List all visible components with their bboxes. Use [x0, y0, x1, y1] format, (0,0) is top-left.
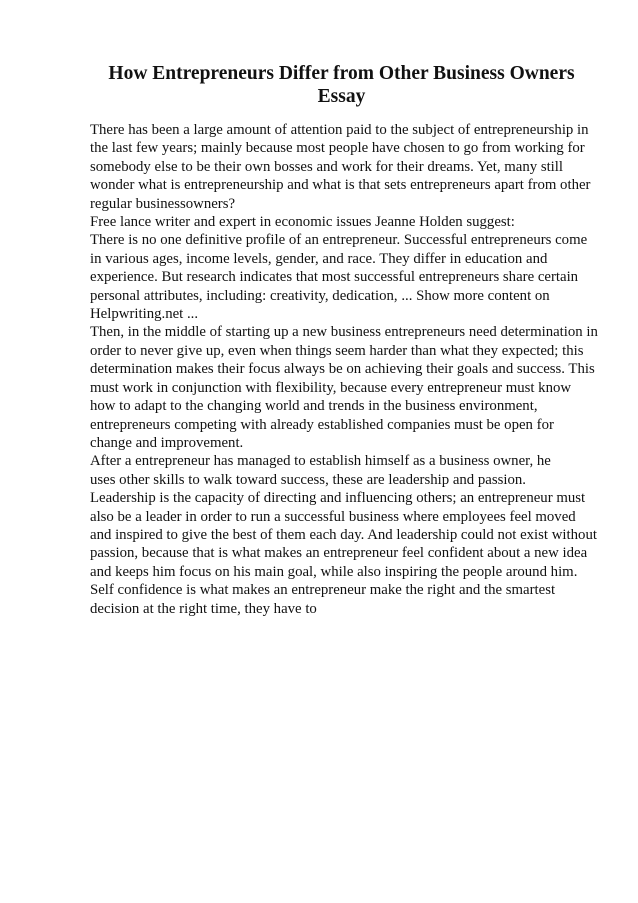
body-line: and keeps him focus on his main goal, while also inspiring the people around him.	[90, 563, 578, 580]
body-line: Free lance writer and expert in economic issues Jeanne Holden suggest:	[90, 214, 515, 231]
document-title	[60, 62, 623, 108]
body-line: determination makes their focus always be on achieving their goals and success. This	[90, 361, 595, 378]
body-line: order to never give up, even when things seem harder than what they expected; this	[90, 342, 584, 359]
body-line: Self confidence is what makes an entrepreneur make the right and the smartest	[90, 582, 556, 599]
body-line: personal attributes, including: creativity, dedication, ... Show more content on	[90, 287, 550, 304]
body-line: Leadership is the capacity of directing and influencing others; an entrepreneur must	[90, 490, 586, 507]
body-line: the last few years; mainly because most people have chosen to go from working for	[90, 140, 585, 157]
body-line: There has been a large amount of attention paid to the subject of entrepreneurship in	[90, 122, 589, 138]
body-line: regular businessowners?	[90, 195, 236, 212]
title-line-2: Essay	[317, 86, 366, 107]
body-line: After a entrepreneur has managed to establish himself as a business owner, he	[90, 453, 551, 470]
document-body	[90, 121, 600, 618]
body-line: decision at the right time, they have to	[90, 600, 317, 617]
body-line: entrepreneurs competing with already established companies must be open for	[90, 416, 554, 433]
body-line: change and improvement.	[90, 434, 244, 451]
body-line: uses other skills to walk toward success, these are leadership and passion.	[90, 471, 526, 488]
body-line: also be a leader in order to run a successful business where employees feel moved	[90, 508, 576, 525]
body-line: There is no one definitive profile of an entrepreneur. Successful entrepreneurs come	[90, 232, 588, 249]
body-line: passion, because that is what makes an entrepreneur feel confident about a new idea	[90, 545, 588, 562]
body-line: and inspired to give the best of them each day. And leadership could not exist without	[90, 526, 597, 543]
body-line: Helpwriting.net ...	[90, 306, 199, 323]
body-line: wonder what is entrepreneurship and what is that sets entrepreneurs apart from other	[90, 177, 591, 194]
body-line: somebody else to be their own bosses and work for their dreams. Yet, many still	[90, 158, 564, 175]
body-line: experience. But research indicates that most successful entrepreneurs share certain	[90, 269, 579, 286]
body-line: Then, in the middle of starting up a new business entrepreneurs need determination in	[90, 324, 598, 341]
title-line-1: How Entrepreneurs Differ from Other Business Owners	[108, 63, 575, 84]
body-line: how to adapt to the changing world and trends in the business environment,	[90, 398, 538, 415]
body-line: in various ages, income levels, gender, and race. They differ in education and	[90, 250, 548, 267]
body-line: must work in conjunction with flexibility, because every entrepreneur must know	[90, 379, 572, 396]
